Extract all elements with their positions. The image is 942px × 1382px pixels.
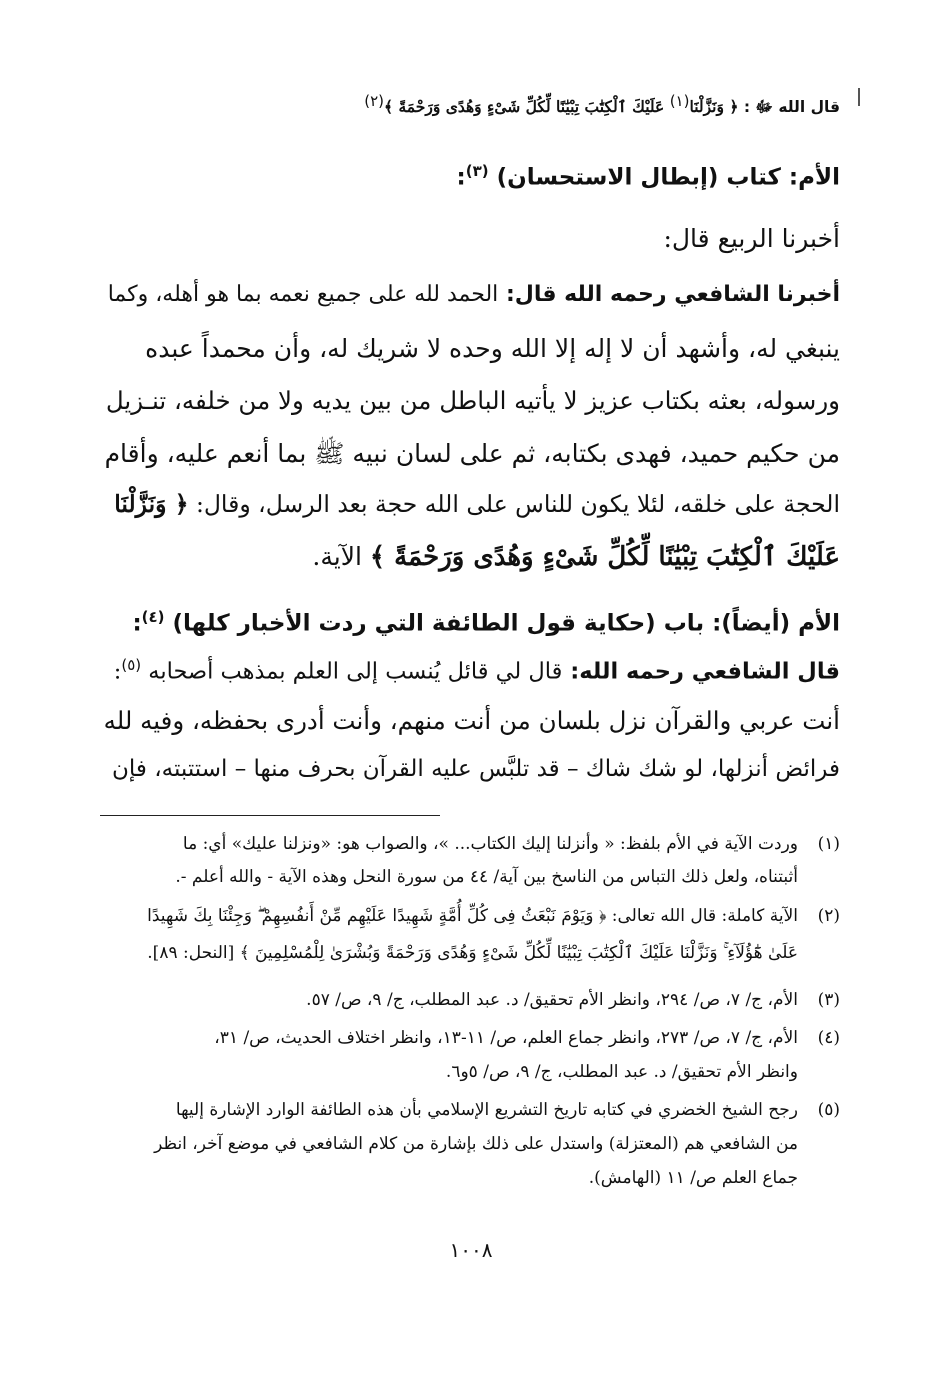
footnote-4 [100, 1028, 840, 1092]
verse-text: عَلَيْكَ ٱلْكِتَٰبَ تِبْيَٰنًا لِّكُلِّ شَىْءٍ وَهُدًى وَرَحْمَةً [393, 97, 670, 117]
footnote-text: رجح الشيخ الخضري في كتابه تاريخ التشريع الإسلامي بأن هذه الطائفة الوارد الإشارة إليها [175, 1100, 798, 1120]
verse-text: عَلَيْكَ ٱلْكِتَٰبَ تِبْيَٰنًا لِّكُلِّ شَىْءٍ وَهُدًى وَرَحْمَةً ﴾ [369, 542, 840, 572]
footnote-2 [100, 906, 840, 976]
page-number: ١٠٠٨ [449, 1238, 493, 1262]
verse-word: وَنَزَّلْنَا [689, 97, 724, 117]
paragraph-text: الحمد لله على جميع نعمه بما هو أهله، وكما [107, 282, 499, 307]
footnote-number: (٤) [817, 1028, 840, 1048]
paragraph-lead: قال الشافعي رحمه الله: [562, 658, 840, 685]
footnote-text: أثبتناه، ولعل ذلك التباس من الناسخ بين آية/ ٤٤ من سورة النحل وهذه الآية - والله أعلم -. [175, 867, 798, 887]
margin-mark [858, 88, 860, 106]
footnote-text: من الشافعي هم (المعتزلة) واستدل على ذلك بإشارة من كلام الشافعي في موضع آخر، انظر [154, 1134, 798, 1154]
footnote-ref-3[interactable]: (٣) [465, 162, 489, 180]
footnote-number: (٣) [817, 990, 840, 1010]
heading-colon: : [132, 610, 142, 637]
paragraph-text: أنت عربي والقرآن نزل بلسان من أنت منهم، وأنت أدرى بحفظه، وفيه لله [103, 706, 840, 735]
footnote-text: الأم، ج/ ٧، ص/ ٢٩٤، وانظر الأم تحقيق/ د. عبد المطلب، ج/ ٩، ص/ ٥٧. [306, 990, 798, 1010]
intro-text: أخبرنا الربيع قال: [663, 224, 840, 253]
paragraph-2 [100, 656, 840, 806]
footnote-1 [100, 834, 840, 894]
paragraph-text: قال لي قائل يُنسب إلى العلم بمذهب أصحابه [141, 658, 563, 685]
footnote-number: (٥) [817, 1100, 840, 1120]
footnote-number: (٢) [817, 906, 840, 926]
quran-heading [100, 92, 840, 136]
footnote-ref-1[interactable]: (١) [669, 92, 690, 110]
paragraph-text: ينبغي له، وأشهد أن لا إله إلا الله وحده لا شريك له، وأن محمداً عبده [145, 334, 840, 363]
ornate-bracket-open: ﴿ [723, 97, 739, 117]
footnote-text: عَلَىٰ هَٰٓؤُلَآءِ ۚ وَنَزَّلْنَا عَلَيْكَ ٱلْكِتَٰبَ تِبْيَٰنًا لِّكُلِّ شَىْءٍ وَهُدًى وَرَحْمَةً وَبُشْرَىٰ لِلْمُسْلِمِينَ ﴾ [النحل: ٨٩]. [147, 943, 798, 963]
paragraph-text: الحجة على خلقه، لئلا يكون للناس على الله حجة بعد الرسل، وقال: [188, 490, 840, 518]
ornate-bracket-close: ﴾ [384, 97, 394, 117]
footnote-ref-2[interactable]: (٢) [364, 92, 384, 110]
section-heading-akhbar [100, 608, 840, 644]
paragraph-lead: أخبرنا الشافعي رحمه الله قال: [498, 282, 840, 307]
paragraph-text: فرائض أنزلها، لو شك شاك – قد تلبَّس عليه القرآن بحرف منها – استتبته، فإن [112, 756, 840, 782]
footnote-3 [100, 990, 840, 1020]
heading-text: الأم (أيضاً): باب (حكاية قول الطائفة التي ردت الأخبار كلها) [164, 610, 840, 637]
verse-text: ﴿ وَنَزَّلْنَا [114, 490, 189, 518]
footnote-number: (١) [817, 834, 840, 854]
footnote-text: وردت الآية في الأم بلفظ: « وأنزلنا إليك الكتاب... »، والصواب هو: «ونزلنا عليك» أي: ما [182, 834, 798, 854]
paragraph-text: ورسوله، بعثه بكتاب عزيز لا يأتيه الباطل من بين يديه ولا من خلفه، تنـزيل [105, 386, 840, 415]
paragraph-colon: : [113, 658, 122, 685]
footnote-text: جماع العلم ص/ ١١ (الهامش). [588, 1168, 798, 1188]
section-heading-istihsan [100, 162, 840, 198]
footnote-ref-5[interactable]: (٥) [121, 656, 142, 674]
footnote-ref-4[interactable]: (٤) [141, 608, 165, 626]
footnote-text: الآية كاملة: قال الله تعالى: ﴿ وَيَوْمَ نَبْعَثُ فِى كُلِّ أُمَّةٍ شَهِيدًا عَلَيْهِم مِّنْ أَنفُسِهِمْ ۖ وَجِئْنَا بِكَ شَهِيدًا [147, 906, 798, 926]
footnote-separator [100, 815, 440, 816]
heading-prefix: قال الله ﷻ : [738, 98, 840, 117]
footnote-text: وانظر الأم تحقيق/ د. عبد المطلب، ج/ ٩، ص/ ٥و٦. [445, 1062, 798, 1082]
intro-line [100, 224, 840, 264]
paragraph-text: من حكيم حميد، فهدى بكتابه، ثم على لسان نبيه ﷺ بما أنعم عليه، وأقام [104, 439, 840, 468]
heading-text: الأم: كتاب (إبطال الاستحسان) [488, 164, 840, 191]
heading-colon: : [456, 164, 466, 191]
paragraph-text: الآية. [312, 542, 370, 571]
footnote-text: الأم، ج/ ٧، ص/ ٢٧٣، وانظر جماع العلم، ص/ ١١-١٣، وانظر اختلاف الحديث، ص/ ٣١، [214, 1028, 798, 1048]
paragraph-1 [100, 282, 840, 592]
footnote-5 [100, 1100, 840, 1200]
